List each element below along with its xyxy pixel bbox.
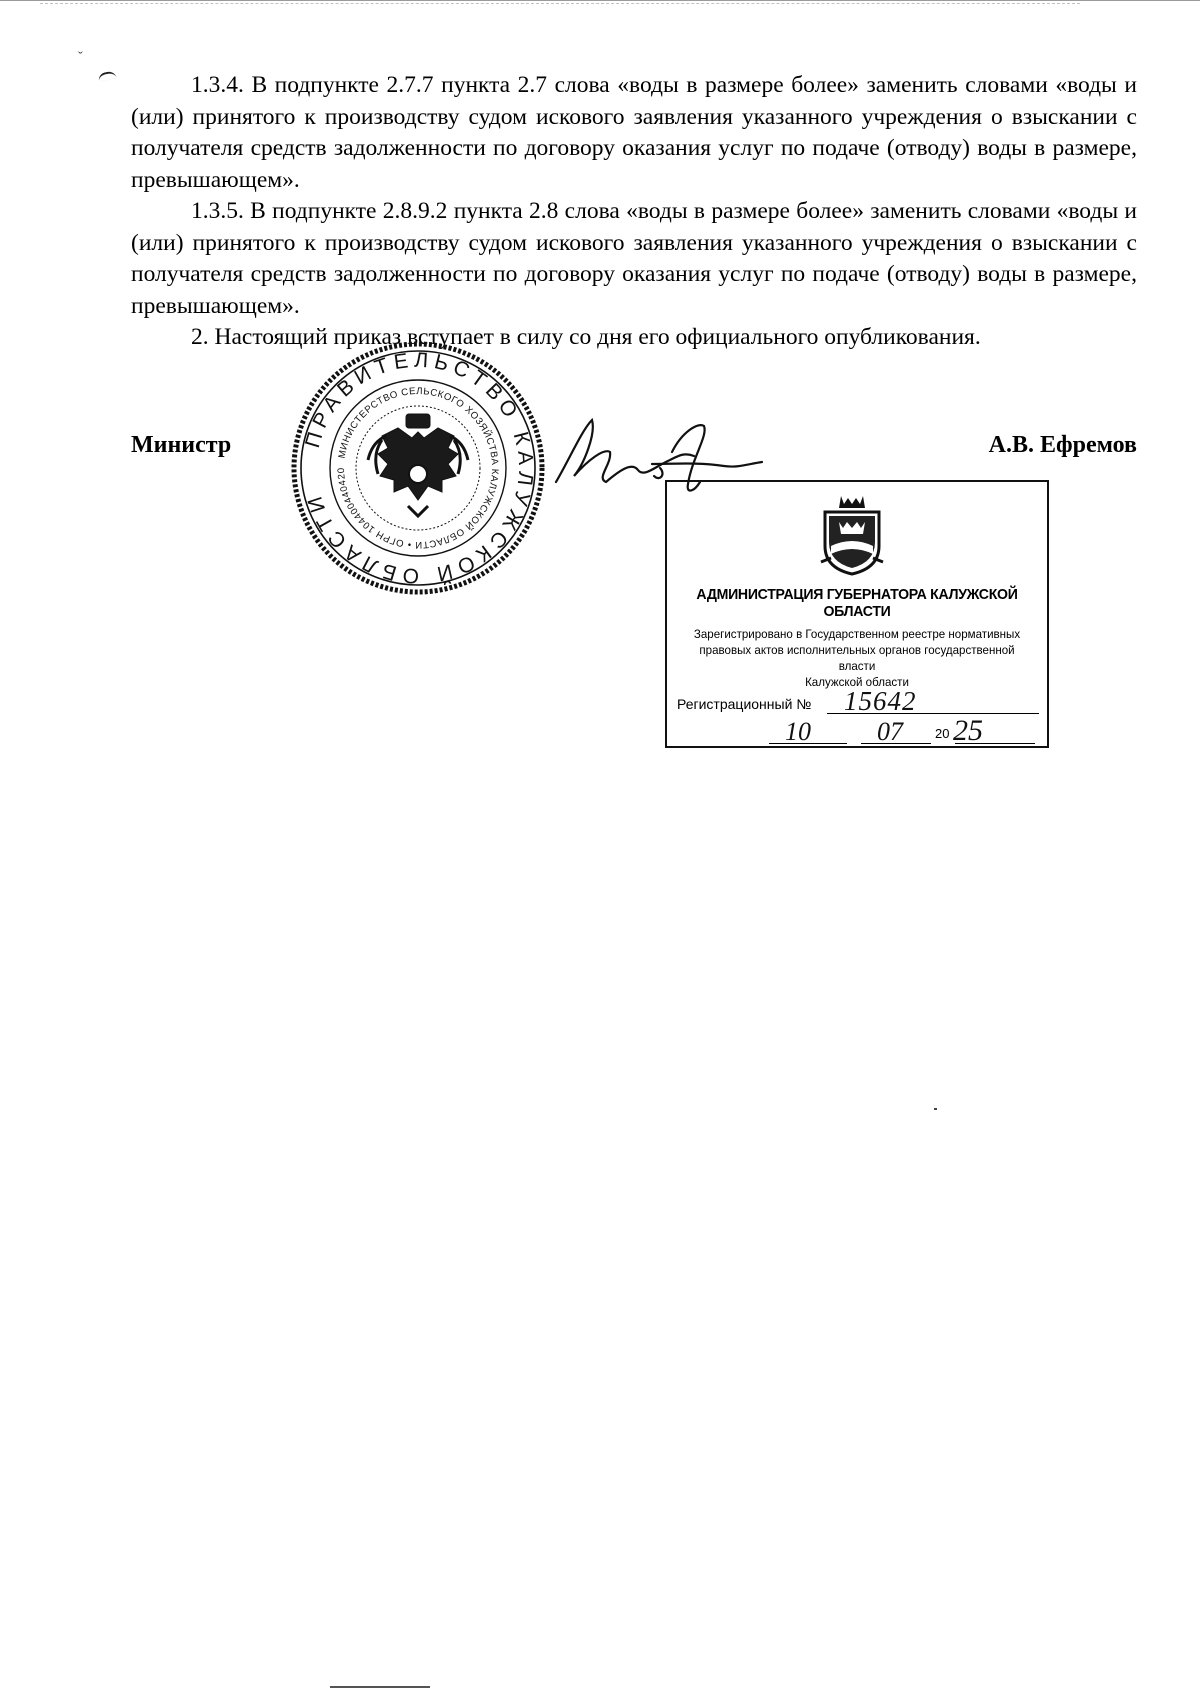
scan-edge-bottom [330, 1686, 430, 1688]
registration-stamp [665, 480, 1049, 748]
stamp-registration-note: Зарегистрировано в Государственном реестре нормативных правовых актов исполнительных органов государственной власти Калужской области [693, 627, 1021, 689]
order-text [131, 70, 1137, 354]
svg-text:10: 10 [785, 717, 811, 746]
seal-inner-text: МИНИСТЕРСТВО СЕЛЬСКОГО ХОЗЯЙСТВА КАЛУЖСКОЙ ОБЛАСТИ • ОГРН 104400440420 [335, 385, 501, 551]
paragraph-1-3-5: 1.3.5. В подпункте 2.8.9.2 пункта 2.8 слова «воды в размере более» заменить словами «воды и (или) принятого к производству судом искового заявления указанного учреждения о взыскании с получателя средств задолженности по договору оказания услуг по подаче (отводу) воды в размере, превышающем». [131, 198, 1137, 319]
kaluga-coat-of-arms-icon [817, 492, 887, 576]
scan-speck: ˇ [78, 50, 83, 65]
scan-speck [97, 70, 116, 82]
svg-text:15642: 15642 [844, 686, 917, 716]
scan-edge-top [0, 0, 1200, 7]
seal-outer-text: ПРАВИТЕЛЬСТВО КАЛУЖСКОЙ ОБЛАСТИ [301, 348, 538, 588]
double-headed-eagle-icon [368, 414, 468, 516]
signatory-name: А.В. Ефремов [988, 432, 1137, 458]
registration-month [867, 714, 927, 746]
scan-speck [934, 1108, 937, 1110]
registration-number-label: Регистрационный № [677, 696, 812, 712]
svg-text:07: 07 [877, 717, 903, 746]
registration-year-prefix: 20 [935, 726, 950, 741]
signatory-position: Министр [131, 432, 232, 458]
registration-date [759, 714, 1049, 748]
stamp-title: АДМИНИСТРАЦИЯ ГУБЕРНАТОРА КАЛУЖСКОЙ ОБЛАСТИ [696, 586, 1018, 620]
registration-year [949, 710, 1009, 746]
svg-text:25: 25 [953, 714, 983, 746]
official-seal [290, 340, 546, 596]
paragraph-1-3-4: 1.3.4. В подпункте 2.7.7 пункта 2.7 слова «воды в размере более» заменить словами «воды и (или) принятого к производству судом искового заявления указанного учреждения о взыскании с получателя средств задолженности по договору оказания услуг по подаче (отводу) воды в размере, превышающем». [131, 72, 1137, 193]
registration-day [771, 714, 841, 746]
paragraph-2: 2. Настоящий приказ вступает в силу со дня его официального опубликования. [191, 324, 981, 350]
